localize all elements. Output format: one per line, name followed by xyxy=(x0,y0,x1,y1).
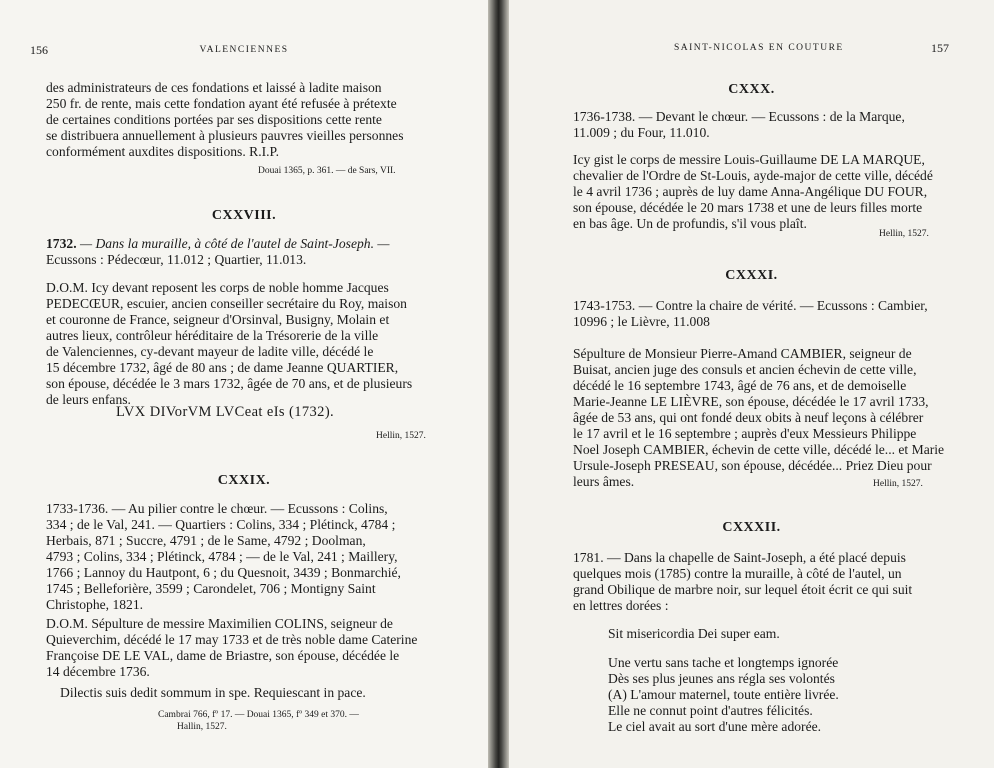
text-line: leurs âmes. xyxy=(573,474,635,489)
text-line: Noel Joseph CAMBIER, échevin de cette ville, décédé le... et Marie xyxy=(573,442,945,457)
text-line: 1766 ; Lannoy du Hautpont, 6 ; du Quesnoit, 3439 ; Bonmarchié, xyxy=(46,565,401,580)
source-cxxx: Hellin, 1527. xyxy=(879,229,929,239)
text-line: 1733-1736. — Au pilier contre le chœur. — Ecussons : Colins, xyxy=(46,501,388,516)
source-cxxviii: Hellin, 1527. xyxy=(376,431,426,441)
text-line: Sépulture de Monsieur Pierre-Amand CAMBIER, seigneur de xyxy=(573,346,912,361)
text-line: le 17 avril et le 16 septembre ; auprès d'eux Messieurs Philippe xyxy=(573,426,917,441)
entry-header-cxxxii xyxy=(573,550,951,614)
left-page xyxy=(0,0,488,768)
text-line: de Valenciennes, cy-devant mayeur de ladite ville, décédé le xyxy=(46,344,374,359)
text-line: en lettres dorées : xyxy=(573,598,669,613)
intro-paragraph xyxy=(46,80,422,160)
text-line: 15 décembre 1732, âgé de 80 ans ; de dame Jeanne QUARTIER, xyxy=(46,360,399,375)
left-page-number: 156 xyxy=(30,43,48,57)
right-page-number: 157 xyxy=(931,41,949,55)
source-cxxix-line1: Cambrai 766, fº 17. — Douai 1365, fº 349 et 370. — xyxy=(158,710,359,720)
text-line: PEDECŒUR, escuier, ancien conseiller secrétaire du Roy, maison xyxy=(46,296,407,311)
text-line: Quieverchim, décédé le 17 may 1733 et de très noble dame Caterine xyxy=(46,632,418,647)
text-line: 4793 ; Colins, 334 ; Plétinck, 4784 ; — de le Val, 241 ; Maillery, xyxy=(46,549,398,564)
section-heading-cxxxi: CXXXI. xyxy=(725,268,778,283)
text-line: 250 fr. de rente, mais cette fondation ayant été refusée à prétexte xyxy=(46,96,397,111)
text-line: son épouse, décédée le 20 mars 1738 et une de leurs filles morte xyxy=(573,200,923,215)
closing-prayer: Dilectis suis dedit sommum in spe. Requiescant in pace. xyxy=(60,685,366,700)
left-running-head: VALENCIENNES xyxy=(199,45,289,55)
right-running-head: SAINT-NICOLAS EN COUTURE xyxy=(674,43,844,53)
right-page xyxy=(509,0,994,768)
text-line: âgée de 53 ans, qui ont fondé deux obits à neuf leçons à célébrer xyxy=(573,410,924,425)
text-line: quelques mois (1785) contre la muraille, à côté de l'autel, un xyxy=(573,566,902,581)
entry-escutcheons: Ecussons : Pédecœur, 11.012 ; Quartier, 11.013. xyxy=(46,252,307,267)
section-heading-cxxix: CXXIX. xyxy=(217,473,271,488)
section-heading-cxxviii: CXXVIII. xyxy=(211,208,277,223)
text-line: se distribuera annuellement à plusieurs pauvres vieilles personnes xyxy=(46,128,404,143)
text-line: 11.009 ; du Four, 11.010. xyxy=(573,125,710,140)
entry-date: 1732. xyxy=(46,236,77,251)
verse-line: Le ciel avait au sort d'une mère adorée. xyxy=(608,719,822,734)
epitaph-cxxviii xyxy=(46,280,422,408)
text-line: Herbais, 871 ; Succre, 4791 ; de le Same, 4792 ; Doolman, xyxy=(46,533,366,548)
entry-header-cxxix xyxy=(46,501,422,613)
text-line: et couronne de France, seigneur d'Orsinval, Busigny, Molain et xyxy=(46,312,390,327)
intro-source: Douai 1365, p. 361. — de Sars, VII. xyxy=(258,166,396,176)
text-line: de certaines conditions portées par ses dispositions cette rente xyxy=(46,112,382,127)
text-line: Christophe, 1821. xyxy=(46,597,144,612)
entry-header-cxxx xyxy=(573,109,951,141)
text-line: 1743-1753. — Contre la chaire de vérité. — Ecussons : Cambier, xyxy=(573,298,928,313)
text-line: Buisat, ancien juge des consuls et ancien échevin de cette ville, xyxy=(573,362,917,377)
text-line: Françoise DE LE VAL, dame de Briastre, son épouse, décédée le xyxy=(46,648,400,663)
section-heading-cxxx: CXXX. xyxy=(728,82,775,97)
text-line: décédé le 16 septembre 1743, âgé de 76 ans, et de demoiselle xyxy=(573,378,907,393)
text-line: en bas âge. Un de profundis, s'il vous plaît. xyxy=(573,216,807,231)
source-cxxxi: Hellin, 1527. xyxy=(873,479,923,489)
section-heading-cxxxii: CXXXII. xyxy=(722,520,781,535)
epitaph-cxxix xyxy=(46,616,422,680)
text-line: D.O.M. Sépulture de messire Maximilien COLINS, seigneur de xyxy=(46,616,393,631)
verse-line: (A) L'amour maternel, toute entière livrée. xyxy=(608,687,839,702)
text-line: le 4 avril 1736 ; auprès de luy dame Anna-Angélique DU FOUR, xyxy=(573,184,928,199)
entry-location: — Dans la muraille, à côté de l'autel de Saint-Joseph. — xyxy=(76,236,390,251)
verse-line: Une vertu sans tache et longtemps ignorée xyxy=(608,655,839,670)
verse-line: Dès ses plus jeunes ans régla ses volontés xyxy=(608,671,835,686)
text-line: D.O.M. Icy devant reposent les corps de noble homme Jacques xyxy=(46,280,389,295)
text-line: conformément auxdites dispositions. R.I.P. xyxy=(46,144,279,159)
epitaph-cxxxi xyxy=(573,346,951,490)
text-line: Icy gist le corps de messire Louis-Guillaume DE LA MARQUE, xyxy=(573,152,925,167)
text-line: 1736-1738. — Devant le chœur. — Ecussons : de la Marque, xyxy=(573,109,905,124)
book-gutter xyxy=(488,0,509,768)
verse-inscription xyxy=(608,655,948,735)
verse-line: Elle ne connut point d'autres félicités. xyxy=(608,703,813,718)
source-cxxix-line2: Hallin, 1527. xyxy=(177,722,227,732)
text-line: 1781. — Dans la chapelle de Saint-Joseph, a été placé depuis xyxy=(573,550,906,565)
chronogram: LVX DIVorVM LVCeat eIs (1732). xyxy=(116,404,335,420)
text-line: Ursule-Joseph PRESEAU, son épouse, décédée... Priez Dieu pour xyxy=(573,458,932,473)
text-line: autres lieux, contrôleur héréditaire de la Trésorerie de la ville xyxy=(46,328,379,343)
text-line: de leurs enfans. xyxy=(46,392,131,407)
text-line: 1745 ; Belleforière, 3599 ; Carondelet, 706 ; Montigny Saint xyxy=(46,581,376,596)
text-line: chevalier de l'Ordre de St-Louis, ayde-major de cette ville, décédé xyxy=(573,168,933,183)
text-line: son épouse, décédée le 3 mars 1732, âgée de 70 ans, et de plusieurs xyxy=(46,376,413,391)
text-line: 10996 ; le Lièvre, 11.008 xyxy=(573,314,710,329)
entry-header-cxxxi xyxy=(573,298,951,330)
text-line: des administrateurs de ces fondations et laissé à ladite maison xyxy=(46,80,382,95)
entry-header xyxy=(46,236,389,252)
text-line: 14 décembre 1736. xyxy=(46,664,150,679)
text-line: 334 ; de le Val, 241. — Quartiers : Colins, 334 ; Plétinck, 4784 ; xyxy=(46,517,396,532)
text-line: Marie-Jeanne LE LIÈVRE, son épouse, décédée le 17 avril 1733, xyxy=(573,394,929,409)
motto: Sit misericordia Dei super eam. xyxy=(608,626,780,641)
text-line: grand Obilique de marbre noir, sur lequel étoit écrit ce qui suit xyxy=(573,582,913,597)
epitaph-cxxx xyxy=(573,152,951,232)
